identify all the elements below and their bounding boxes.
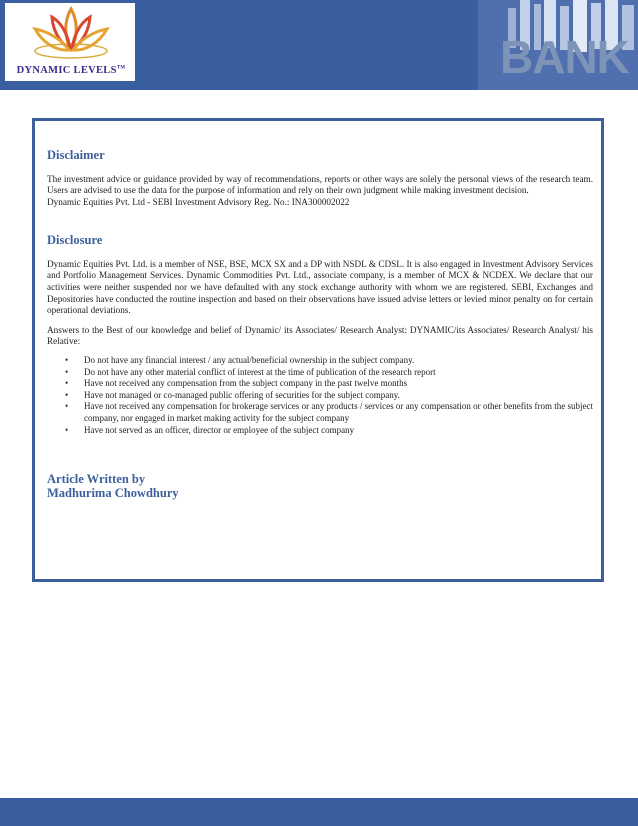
list-item: • Do not have any financial interest / any actual/beneficial ownership in the subject company. <box>65 354 415 365</box>
list-item: • Have not served as an officer, director or employee of the subject company <box>65 424 355 435</box>
disclosure-text: Dynamic Equities Pvt. Ltd. is a member of NSE, BSE, MCX SX and a DP with NSDL & CDSL. It is also engaged in Investment Advisory Services and Portfolio Management Services. Dynamic Commodities Pvt. Ltd., associate company, is a member of MCX & NCDEX. We declare that our activities were neither suspended nor we have defaulted with any stock exchange authority with whom we are registered. SEBI, Exchanges and Depositories have conducted the routine inspection and based on their observations have issued advise letters or levied minor penalty on for certain operational deviations. <box>47 258 593 316</box>
logo-text: DYNAMIC LEVELS™ <box>16 65 126 76</box>
bullet-icon: • <box>65 424 69 435</box>
bank-banner-word: BANK <box>500 31 629 83</box>
bullet-icon: • <box>65 366 69 377</box>
disclosure-title: Disclosure <box>47 233 103 248</box>
disclaimer-box <box>32 118 604 582</box>
bullet-icon: • <box>65 389 69 400</box>
bullet-icon: • <box>65 401 69 412</box>
disclosure-list <box>47 355 593 436</box>
company-logo <box>5 3 135 81</box>
list-item: • Have not received any compensation from the subject company in the past twelve months <box>65 378 408 389</box>
list-item: • Have not managed or co-managed public offering of securities for the subject company. <box>65 389 400 400</box>
sebi-registration: Dynamic Equities Pvt. Ltd - SEBI Investment Advisory Reg. No.: INA300002022 <box>47 196 350 207</box>
bullet-icon: • <box>65 378 69 389</box>
disclaimer-title: Disclaimer <box>47 148 105 162</box>
disclosure-intro: Answers to the Best of our knowledge and belief of Dynamic/ its Associates/ Research Analyst: DYNAMIC/its Associates/ Research Analyst/ his Relative: <box>47 324 593 347</box>
lotus-logo-icon <box>29 5 113 63</box>
list-item: • Have not received any compensation for brokerage services or any products / services or any compensation or other benefits from the subject company, nor engaged in market making activity for the subject company <box>65 401 593 423</box>
list-item: • Do not have any other material conflict of interest at the time of publication of the research report <box>65 366 436 377</box>
header-banner <box>0 0 638 90</box>
author-label: Article Written by <box>47 472 146 487</box>
disclaimer-text: The investment advice or guidance provided by way of recommendations, reports or other ways are solely the personal views of the research team. Users are advised to use the data for the purpose of information and rely on their own judgment while making investment decision. <box>47 173 593 196</box>
bullet-icon: • <box>65 354 69 365</box>
author-name: Madhurima Chowdhury <box>47 486 179 501</box>
footer-bar <box>0 798 638 826</box>
